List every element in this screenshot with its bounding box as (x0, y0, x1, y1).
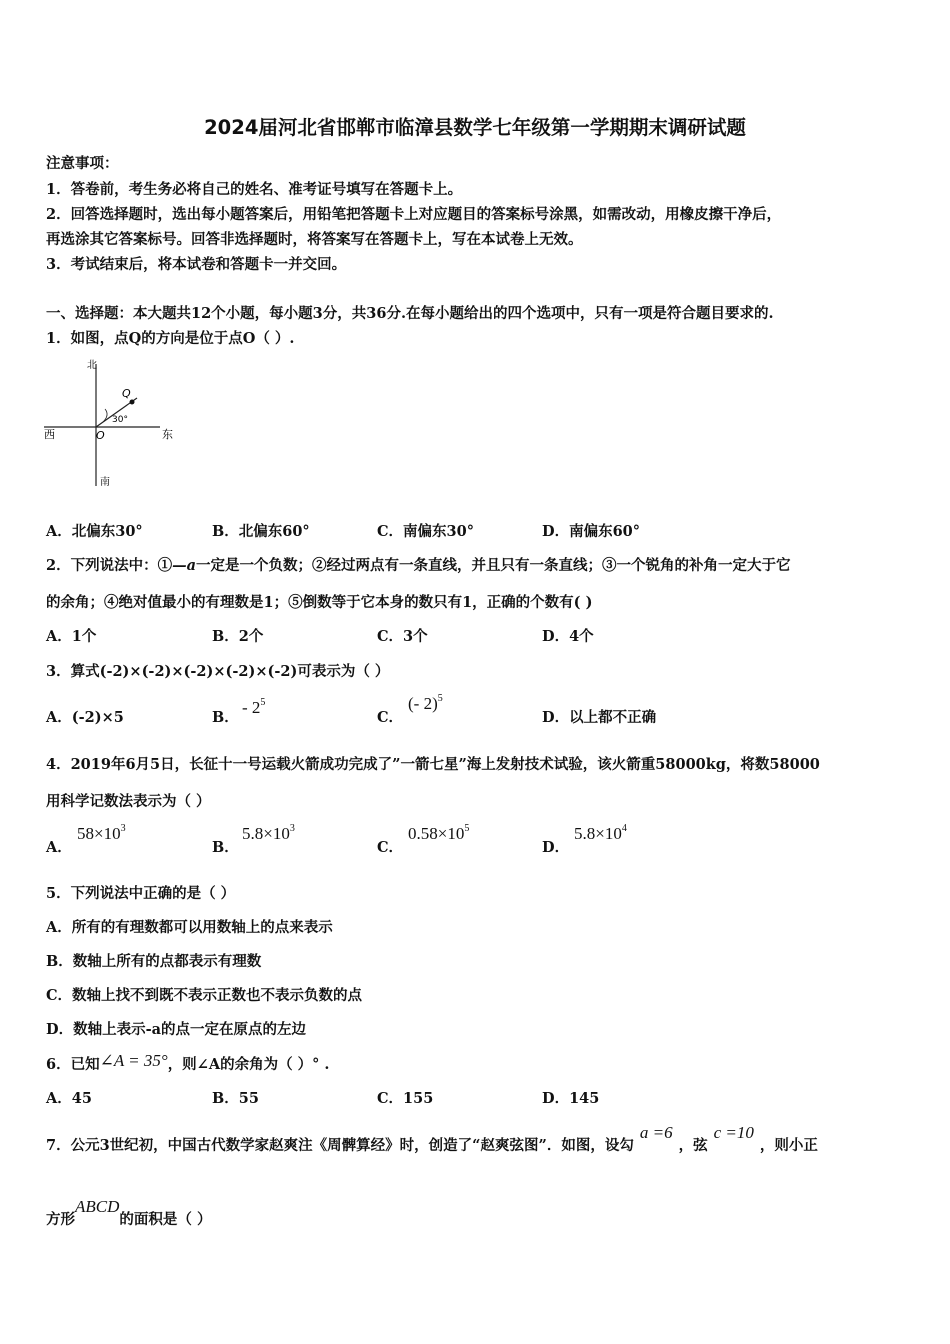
option-c: C．155 (377, 1090, 434, 1107)
option-c: C．3个 (377, 628, 428, 645)
notice-heading: 注意事项： (46, 155, 119, 172)
angle-label: 30° (112, 415, 128, 425)
option-d: D．以上都不正确 (542, 709, 657, 726)
option-d: D．数轴上表示-a的点一定在原点的左边 (46, 1021, 306, 1038)
option-d-label: D． (542, 839, 570, 856)
math-a: a =6 (639, 1123, 673, 1142)
option-a: A．所有的有理数都可以用数轴上的点来表示 (46, 919, 333, 936)
option-b: B．北偏东60° (212, 523, 310, 540)
option-a: A．1个 (46, 628, 97, 645)
option-c-label: C． (377, 709, 404, 726)
notice-item: 再选涂其它答案标号。回答非选择题时，将答案写在答题卡上，写在本试卷上无效。 (46, 231, 583, 248)
north-label: 北 (87, 360, 97, 371)
option-b-label: B． (212, 709, 239, 726)
option-b: B．2个 (212, 628, 264, 645)
o-label: O (96, 429, 105, 442)
stem-text: ，弦 (678, 1137, 708, 1154)
option-d-math: $5.8\times 10^4$ (574, 823, 627, 843)
option-a-math: $58\times 10^3$ (77, 823, 126, 843)
option-a: A．45 (46, 1090, 92, 1107)
point-q (130, 400, 135, 405)
notice-item: 1．答卷前，考生务必将自己的姓名、准考证号填写在答题卡上。 (46, 181, 463, 198)
stem-text: 一定是一个负数；②经过两点有一条直线，并且只有一条直线；③一个锐角的补角一定大于它 (196, 557, 791, 574)
option-c-math: $0.58\times 10^5$ (408, 823, 470, 843)
stem-text: ，则∠A的余角为（ ）° . (167, 1056, 330, 1073)
compass-figure (40, 352, 190, 492)
question-1-stem: 1．如图，点Q的方向是位于点O（ ）. (46, 330, 295, 347)
option-d: D．145 (542, 1090, 600, 1107)
question-7-stem (46, 1123, 818, 1155)
question-6-stem (46, 1053, 329, 1074)
option-a: A．北偏东30° (46, 523, 143, 540)
stem-text: 6．已知 (46, 1056, 100, 1073)
question-5-stem: 5．下列说法中正确的是（ ） (46, 885, 236, 902)
stem-text: 2．下列说法中：① (46, 557, 173, 574)
option-b-label: B． (212, 839, 239, 856)
option-a: A．(-2)×5 (46, 709, 124, 726)
stem-text: ，则小正 (759, 1137, 818, 1154)
question-3-stem: 3．算式(-2)×(-2)×(-2)×(-2)×(-2)可表示为（ ） (46, 663, 390, 680)
notice-item: 3．考试结束后，将本试卷和答题卡一并交回。 (46, 256, 347, 273)
option-b: B．55 (212, 1090, 259, 1107)
section-heading: 一、选择题：本大题共12个小题，每小题3分，共36分.在每小题给出的四个选项中，只有一项是符合题目要求的. (46, 305, 774, 322)
option-c: C．南偏东30° (377, 523, 474, 540)
angle-math: ∠A = 35° (99, 1051, 168, 1070)
variable-a: —a (172, 557, 196, 574)
math-abcd: ABCD (75, 1197, 120, 1216)
question-7-stem-line2 (46, 1197, 212, 1229)
math-c: c =10 (713, 1123, 754, 1142)
option-b: B．数轴上所有的点都表示有理数 (46, 953, 262, 970)
option-b-math: - $2^5$ (242, 697, 266, 717)
page-title: 2024届河北省邯郸市临漳县数学七年级第一学期期末调研试题 (204, 116, 746, 139)
stem-text: 7．公元3世纪初，中国古代数学家赵爽注《周髀算经》时，创造了“赵爽弦图”．如图，设勾 (46, 1137, 634, 1154)
option-b-math: $5.8\times 10^3$ (242, 823, 295, 843)
option-c-label: C． (377, 839, 404, 856)
west-label: 西 (44, 428, 55, 441)
south-label: 南 (100, 477, 110, 488)
stem-text: 方形 (46, 1211, 75, 1228)
question-4-stem-line2: 用科学记数法表示为（ ） (46, 793, 211, 810)
q-label: Q (122, 387, 131, 400)
option-c-math: (- 2)$^5$ (408, 693, 443, 713)
question-2-stem (46, 554, 791, 575)
question-2-stem-line2: 的余角；④绝对值最小的有理数是1；⑤倒数等于它本身的数只有1，正确的个数有( ) (46, 594, 593, 611)
option-d: D．4个 (542, 628, 594, 645)
stem-text: 的面积是（ ） (119, 1211, 212, 1228)
option-c: C．数轴上找不到既不表示正数也不表示负数的点 (46, 987, 363, 1004)
option-d: D．南偏东60° (542, 523, 641, 540)
east-label: 东 (162, 428, 173, 441)
notice-item: 2．回答选择题时，选出每小题答案后，用铅笔把答题卡上对应题目的答案标号涂黑，如需改动，用橡皮擦干净后， (46, 206, 782, 223)
question-4-stem: 4．2019年6月5日，长征十一号运载火箭成功完成了”一箭七星”海上发射技术试验，该火箭重58000kg，将数58000 (46, 756, 820, 773)
option-a-label: A． (46, 839, 72, 856)
